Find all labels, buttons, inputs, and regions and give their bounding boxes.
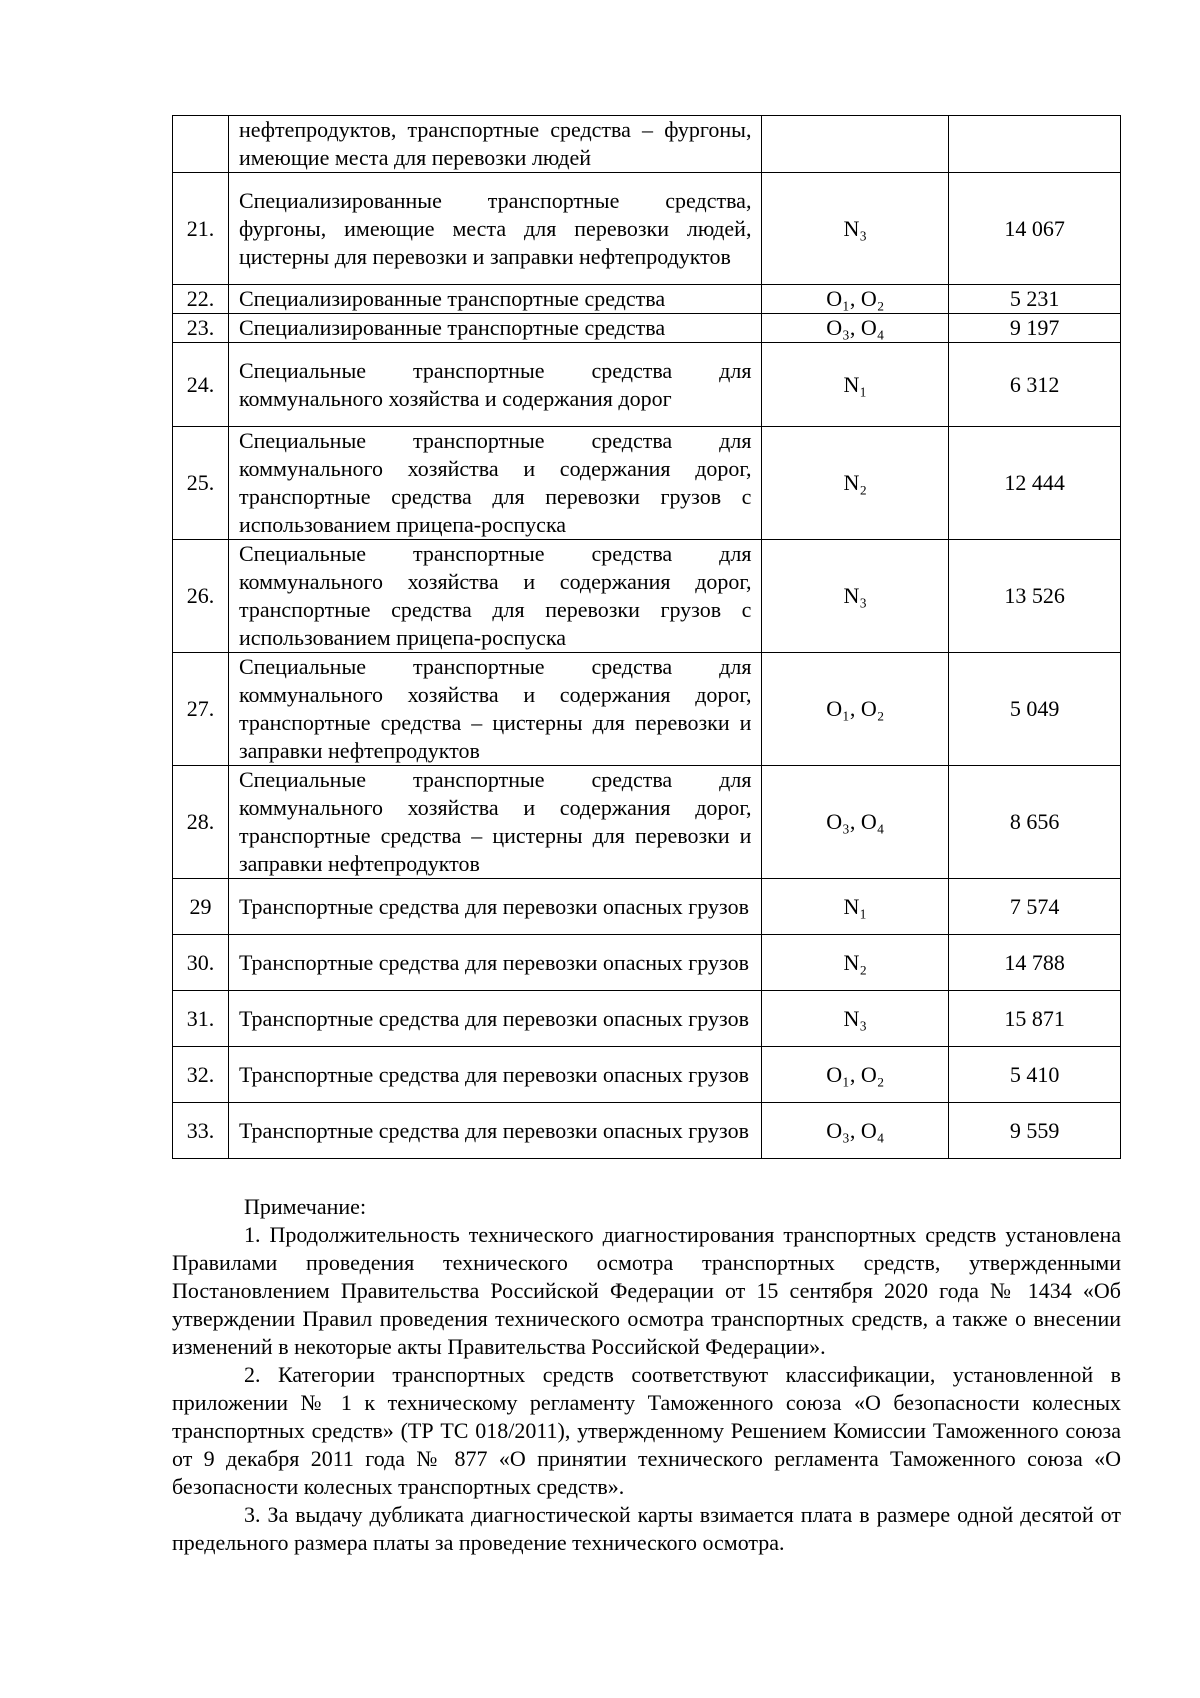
- row-price: 5 231: [949, 285, 1121, 314]
- row-description: Специализированные транспортные средства: [228, 314, 762, 343]
- row-number: 33.: [173, 1103, 229, 1159]
- row-description: Транспортные средства для перевозки опасных грузов: [228, 1047, 762, 1103]
- row-description: Специальные транспортные средства для коммунального хозяйства и содержания дорог, транспортные средства для перевозки грузов с использованием прицепа-роспуска: [228, 540, 762, 653]
- row-description: нефтепродуктов, транспортные средства – фургоны, имеющие места для перевозки людей: [228, 116, 762, 173]
- table-row: [173, 540, 1121, 653]
- row-price: [949, 116, 1121, 173]
- table-row: [173, 116, 1121, 173]
- row-category: N₂: [762, 427, 949, 540]
- row-number: 22.: [173, 285, 229, 314]
- row-description: Специальные транспортные средства для коммунального хозяйства и содержания дорог, транспортные средства для перевозки грузов с использованием прицепа-роспуска: [228, 427, 762, 540]
- row-number: 25.: [173, 427, 229, 540]
- row-number: 32.: [173, 1047, 229, 1103]
- row-description: Специальные транспортные средства для коммунального хозяйства и содержания дорог, транспортные средства – цистерны для перевозки и заправки нефтепродуктов: [228, 766, 762, 879]
- table-row: [173, 343, 1121, 427]
- row-number: 24.: [173, 343, 229, 427]
- note-item: 1. Продолжительность технического диагностирования транспортных средств установлена Правилами проведения технического осмотра транспортных средств, утвержденными Постановлением Правительства Российской Федерации от 15 сентября 2020 года № 1434 «Об утверждении Правил проведения технического осмотра транспортных средств, а также о внесении изменений в некоторые акты Правительства Российской Федерации».: [172, 1222, 1121, 1359]
- row-description: Транспортные средства для перевозки опасных грузов: [228, 935, 762, 991]
- row-description: Специализированные транспортные средства, фургоны, имеющие места для перевозки людей, цистерны для перевозки и заправки нефтепродуктов: [228, 173, 762, 285]
- row-category: N₁: [762, 343, 949, 427]
- row-category: N₃: [762, 173, 949, 285]
- row-category: [762, 116, 949, 173]
- row-price: 7 574: [949, 879, 1121, 935]
- table-row: [173, 1103, 1121, 1159]
- row-description: Специальные транспортные средства для коммунального хозяйства и содержания дорог: [228, 343, 762, 427]
- row-price: 15 871: [949, 991, 1121, 1047]
- table-row: [173, 879, 1121, 935]
- row-number: 26.: [173, 540, 229, 653]
- row-number: 21.: [173, 173, 229, 285]
- row-description: Специальные транспортные средства для коммунального хозяйства и содержания дорог, транспортные средства – цистерны для перевозки и заправки нефтепродуктов: [228, 653, 762, 766]
- row-category: O₃, O₄: [762, 314, 949, 343]
- row-category: O₃, O₄: [762, 1103, 949, 1159]
- table-row: [173, 991, 1121, 1047]
- row-price: 9 197: [949, 314, 1121, 343]
- row-price: 14 788: [949, 935, 1121, 991]
- table-row: [173, 653, 1121, 766]
- note-item: 3. За выдачу дубликата диагностической карты взимается плата в размере одной десятой от предельного размера платы за проведение технического осмотра.: [172, 1502, 1121, 1555]
- table-row: [173, 314, 1121, 343]
- table-row: [173, 285, 1121, 314]
- row-number: 31.: [173, 991, 229, 1047]
- row-number: 29: [173, 879, 229, 935]
- row-category: N₂: [762, 935, 949, 991]
- row-price: 8 656: [949, 766, 1121, 879]
- row-number: 30.: [173, 935, 229, 991]
- notes-section: [172, 1193, 1121, 1557]
- row-category: O₁, O₂: [762, 1047, 949, 1103]
- row-price: 9 559: [949, 1103, 1121, 1159]
- table-row: [173, 935, 1121, 991]
- row-number: 28.: [173, 766, 229, 879]
- row-category: N₁: [762, 879, 949, 935]
- table-row: [173, 1047, 1121, 1103]
- table-row: [173, 173, 1121, 285]
- row-description: Транспортные средства для перевозки опасных грузов: [228, 879, 762, 935]
- row-category: O₃, O₄: [762, 766, 949, 879]
- row-description: Специализированные транспортные средства: [228, 285, 762, 314]
- row-description: Транспортные средства для перевозки опасных грузов: [228, 991, 762, 1047]
- row-category: N₃: [762, 540, 949, 653]
- note-item: 2. Категории транспортных средств соответствуют классификации, установленной в приложении № 1 к техническому регламенту Таможенного союза «О безопасности колесных транспортных средств» (ТР ТС 018/2011), утвержденному Решением Комиссии Таможенного союза от 9 декабря 2011 года № 877 «О принятии технического регламента Таможенного союза «О безопасности колесных транспортных средств».: [172, 1362, 1121, 1499]
- notes-heading: Примечание:: [244, 1194, 367, 1219]
- row-category: N₃: [762, 991, 949, 1047]
- row-description: Транспортные средства для перевозки опасных грузов: [228, 1103, 762, 1159]
- fees-table: [172, 115, 1121, 1159]
- table-row: [173, 427, 1121, 540]
- row-category: O₁, O₂: [762, 653, 949, 766]
- row-number: 27.: [173, 653, 229, 766]
- row-price: 6 312: [949, 343, 1121, 427]
- table-row: [173, 766, 1121, 879]
- row-price: 13 526: [949, 540, 1121, 653]
- row-number: 23.: [173, 314, 229, 343]
- row-price: 5 049: [949, 653, 1121, 766]
- row-price: 5 410: [949, 1047, 1121, 1103]
- row-price: 14 067: [949, 173, 1121, 285]
- row-category: O₁, O₂: [762, 285, 949, 314]
- row-price: 12 444: [949, 427, 1121, 540]
- row-number: [173, 116, 229, 173]
